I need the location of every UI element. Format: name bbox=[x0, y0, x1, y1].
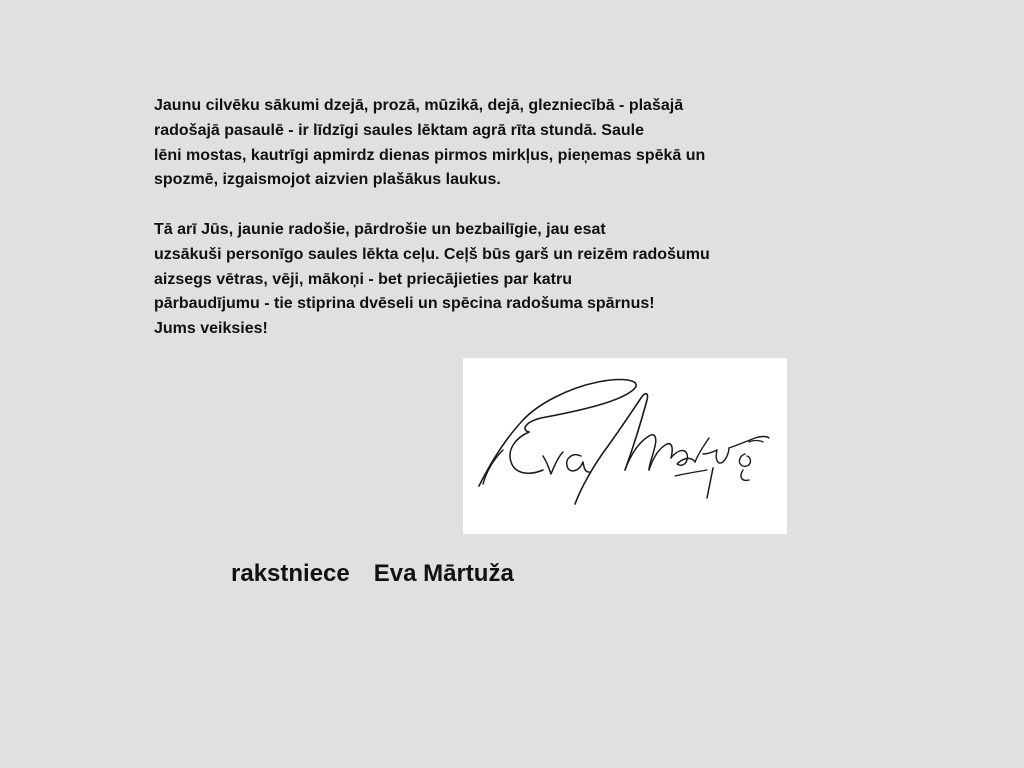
paragraph-2-line: Tā arī Jūs, jaunie radošie, pārdrošie un bezbailīgie, jau esat bbox=[154, 220, 606, 238]
paragraph-1-line: spozmē, izgaismojot aizvien plašākus laukus. bbox=[154, 171, 501, 189]
paragraph-gap bbox=[154, 193, 814, 218]
handwritten-signature bbox=[463, 358, 787, 534]
letter-text bbox=[154, 94, 814, 342]
closing-line: Jums veiksies! bbox=[154, 320, 268, 338]
paragraph-1-line: Jaunu cilvēku sākumi dzejā, prozā, mūzikā, dejā, glezniecībā - plašajā bbox=[154, 97, 684, 114]
author-signature-line bbox=[231, 560, 514, 588]
paragraph-2-line: uzsākuši personīgo saules lēkta ceļu. Ceļš būs garš un reizēm radošumu bbox=[154, 245, 710, 263]
paragraph-2-line: pārbaudījumu - tie stiprina dvēseli un spēcina radošuma spārnus! bbox=[154, 295, 655, 313]
paragraph-2-line: aizsegs vētras, vēji, mākoņi - bet priecājieties par katru bbox=[154, 270, 572, 288]
author-role: rakstniece bbox=[231, 560, 350, 587]
paragraph-1-line: lēni mostas, kautrīgi apmirdz dienas pirmos mirkļus, pieņemas spēkā un bbox=[154, 146, 706, 164]
paragraph-1-line: radošajā pasaulē - ir līdzīgi saules lēktam agrā rīta stundā. Saule bbox=[154, 121, 644, 139]
signature-image bbox=[463, 358, 787, 534]
author-name: Eva Mārtuža bbox=[373, 560, 514, 587]
